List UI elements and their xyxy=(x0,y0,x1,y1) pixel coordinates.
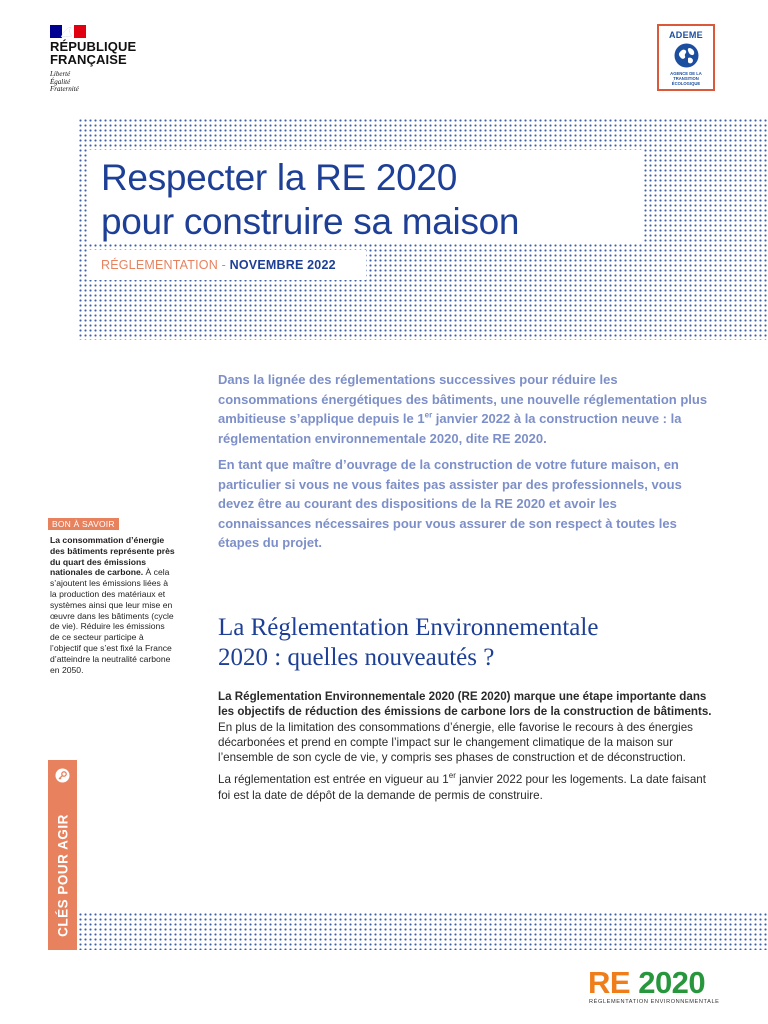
title-line-1: Respecter la RE 2020 xyxy=(101,157,457,198)
cles-pour-agir-tab xyxy=(48,760,77,950)
body-p2-superscript: er xyxy=(448,771,456,781)
motto-fraternite: Fraternité xyxy=(50,85,79,93)
rf-name-line-2: FRANÇAISE xyxy=(50,52,127,67)
body-p1-bold: La Réglementation Environnementale 2020 (RE 2020) marque une étape importante dans les objectifs de réduction des émissions de carbone lors de la construction de bâtiments. xyxy=(218,690,712,719)
bon-a-savoir-text xyxy=(50,535,175,675)
document-date-line xyxy=(101,258,336,272)
document-date: NOVEMBRE 2022 xyxy=(229,258,336,272)
bon-a-savoir-tag: BON À SAVOIR xyxy=(48,518,119,530)
section-heading xyxy=(218,613,728,673)
date-card xyxy=(87,250,366,280)
date-separator: - xyxy=(217,258,230,272)
bon-a-savoir-rest: À cela s’ajoutent les émissions liées à la production des matériaux et systèmes ainsi que leur mise en œuvre dans les bâtiments (cycle de vie). Réduire les émissions de ce secteur participe à l’objectif que s’est fixé la France d’atteindre la neutralité carbone en 2050. xyxy=(50,567,174,675)
re2020-logo xyxy=(588,966,718,1006)
marianne-flag-icon xyxy=(50,25,86,38)
re2020-year: 2020 xyxy=(638,965,706,1000)
title-line-2: pour construire sa maison xyxy=(101,201,520,242)
body-p2-text: La réglementation est entrée en vigueur au 1 xyxy=(218,773,449,787)
key-icon xyxy=(55,768,70,783)
ademe-tagline: AGENCE DE LA TRANSITION ÉCOLOGIQUE xyxy=(670,71,702,86)
intro-paragraph-1 xyxy=(218,370,713,448)
intro-text xyxy=(218,370,713,560)
body-paragraph-2 xyxy=(218,772,718,803)
cles-pour-agir-label: CLÉS POUR AGIR xyxy=(55,814,71,937)
body-p1-rest: En plus de la limitation des consommations d’énergie, elle favorise le recours à des énergies décarbonées et prend en compte l’impact sur le changement climatique de la maison sur l’ensemble de son cycle de vie, y compris ses phases de construction et de déconstruction. xyxy=(218,720,693,765)
title-card xyxy=(87,150,642,244)
dotted-footer-band xyxy=(78,912,768,950)
intro-p1-superscript: er xyxy=(424,410,433,420)
page-title xyxy=(101,156,519,244)
globe-icon xyxy=(674,43,699,68)
body-p2-text-end: janvier 2022 pour les logements. La date faisant foi est la date de dépôt de la demande de permis de construire. xyxy=(218,773,706,802)
re2020-subtitle: RÉGLEMENTATION ENVIRONNEMENTALE xyxy=(589,999,720,1005)
section-heading-line-1: La Réglementation Environnementale xyxy=(218,614,599,641)
republique-motto xyxy=(50,71,79,94)
rf-name-line-1: RÉPUBLIQUE xyxy=(50,39,137,54)
republique-francaise-name xyxy=(50,40,136,66)
re2020-letters: RE xyxy=(588,965,631,1000)
motto-egalite: Égalité xyxy=(50,77,71,86)
intro-p1-text: Dans la lignée des réglementations successives pour réduire les consommations énergétiques des bâtiments, une nouvelle réglementation plus ambitieuse s’applique depuis le 1 xyxy=(218,372,708,426)
section-heading-line-2: 2020 : quelles nouveautés ? xyxy=(218,644,495,671)
bon-a-savoir-bold: La consommation d’énergie des bâtiments représente près du quart des émissions nationales de carbone. xyxy=(50,535,175,578)
intro-p1-text-end: janvier 2022 à la construction neuve : la réglementation environnementale 2020, dite RE 2020. xyxy=(218,411,682,446)
ademe-name: ADEME xyxy=(668,30,703,40)
intro-paragraph-2: En tant que maître d’ouvrage de la construction de votre future maison, en particulier si vous ne vous faites pas assister par des professionnels, vous devez être au courant des dispositions de la RE 2020 et avoir les connaissances nécessaires pour vous assurer de son respect à toutes les étapes du projet. xyxy=(218,457,682,550)
motto-liberte: Liberté xyxy=(50,70,71,78)
re2020-wordmark xyxy=(588,966,705,1000)
body-paragraph-1 xyxy=(218,689,718,765)
ademe-logo xyxy=(657,24,715,91)
section-body xyxy=(218,689,718,810)
document-type: RÉGLEMENTATION xyxy=(101,258,218,272)
